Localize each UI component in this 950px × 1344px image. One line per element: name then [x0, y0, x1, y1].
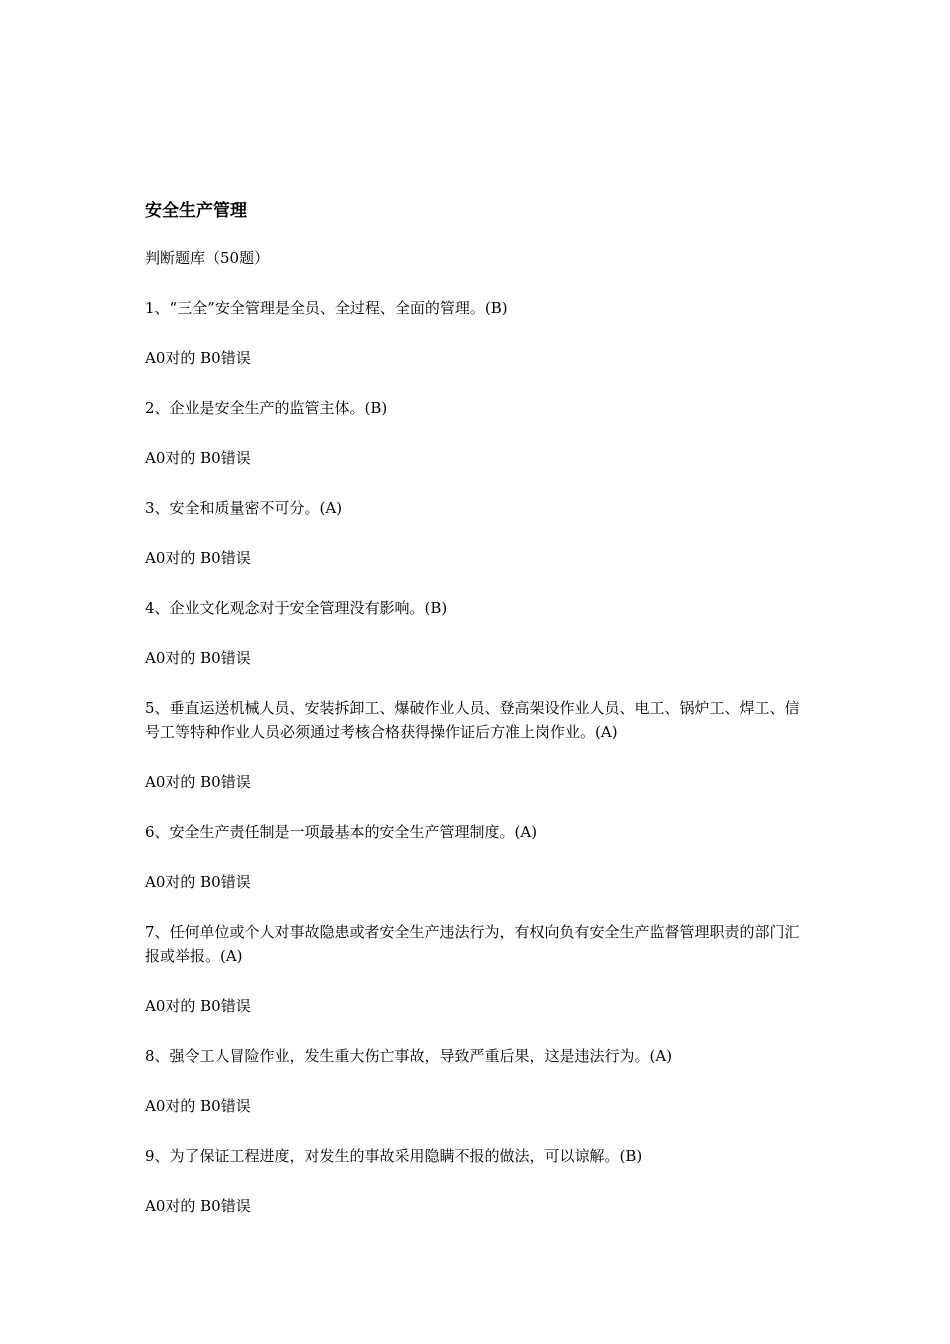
document-content — [145, 198, 810, 1244]
question-text: 3、安全和质量密不可分。(A) — [145, 499, 343, 517]
answer-options: A0对的 B0错误 — [145, 349, 251, 367]
question-text: 8、强令工人冒险作业，发生重大伤亡事故，导致严重后果，这是违法行为。(A) — [145, 1047, 673, 1065]
answer-options: A0对的 B0错误 — [145, 549, 251, 567]
question-item — [145, 396, 810, 470]
answer-options: A0对的 B0错误 — [145, 449, 251, 467]
answer-options: A0对的 B0错误 — [145, 1197, 251, 1215]
question-text: 2、企业是安全生产的监管主体。(B) — [145, 399, 388, 417]
answer-options: A0对的 B0错误 — [145, 1097, 251, 1115]
answer-options: A0对的 B0错误 — [145, 773, 251, 791]
question-text: 5、垂直运送机械人员、安装拆卸工、爆破作业人员、登高架设作业人员、电工、锅炉工、焊工、信号工等特种作业人员必须通过考核合格获得操作证后方准上岗作业。(A) — [145, 699, 800, 741]
question-text: 4、企业文化观念对于安全管理没有影响。(B) — [145, 599, 448, 617]
question-item — [145, 596, 810, 670]
question-item — [145, 920, 810, 1018]
document-title: 安全生产管理 — [145, 201, 247, 221]
question-item — [145, 820, 810, 894]
answer-options: A0对的 B0错误 — [145, 649, 251, 667]
question-text: 6、安全生产责任制是一项最基本的安全生产管理制度。(A) — [145, 823, 538, 841]
question-item — [145, 496, 810, 570]
question-text: 1、“三全”安全管理是全员、全过程、全面的管理。(B) — [145, 299, 508, 317]
question-item — [145, 296, 810, 370]
answer-options: A0对的 B0错误 — [145, 873, 251, 891]
question-item — [145, 1144, 810, 1218]
question-text: 9、为了保证工程进度，对发生的事故采用隐瞒不报的做法，可以谅解。(B) — [145, 1147, 643, 1165]
answer-options: A0对的 B0错误 — [145, 997, 251, 1015]
question-text: 7、任何单位或个人对事故隐患或者安全生产违法行为，有权向负有安全生产监督管理职责的部门汇报或举报。(A) — [145, 923, 800, 965]
question-bank-subtitle: 判断题库（50题） — [145, 249, 270, 267]
question-item — [145, 1044, 810, 1118]
question-item — [145, 696, 810, 794]
